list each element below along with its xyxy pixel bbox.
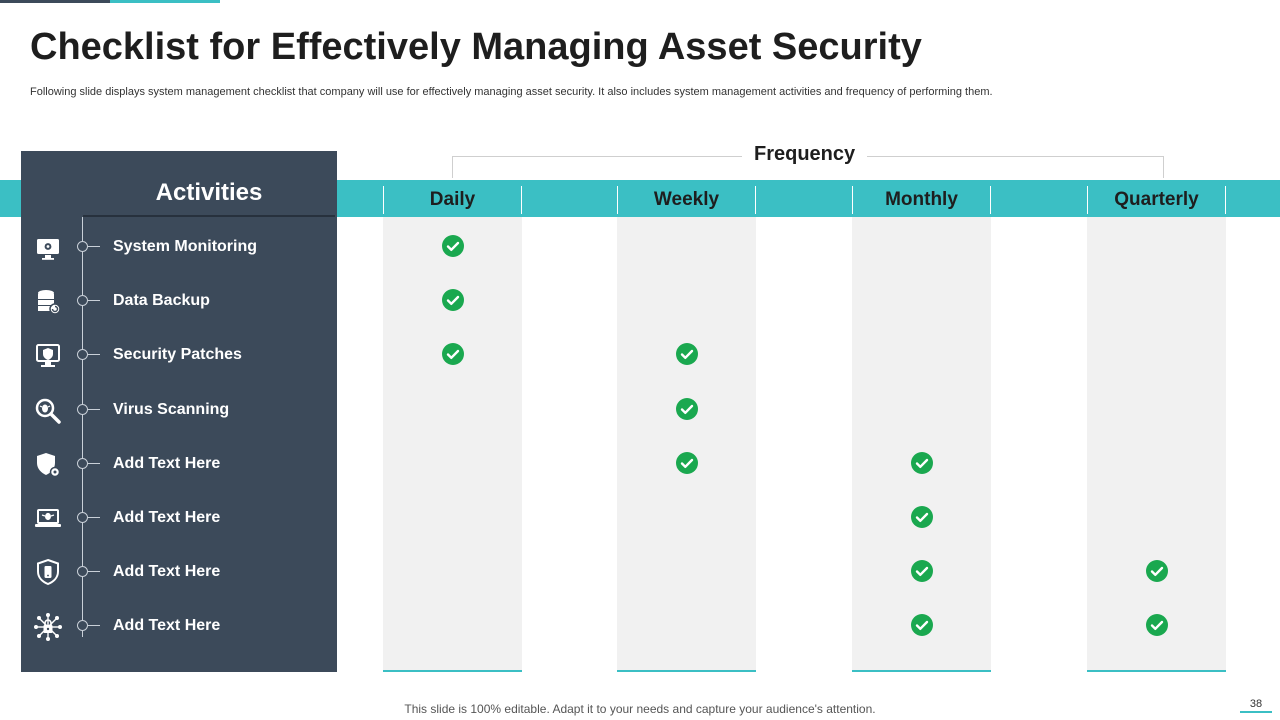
timeline-node [77, 404, 88, 415]
activity-row [21, 606, 337, 646]
column-quarterly [1087, 217, 1226, 672]
timeline-connector [88, 463, 100, 464]
activity-row [21, 281, 337, 321]
activities-underline [83, 215, 335, 217]
frequency-label: Frequency [742, 143, 867, 166]
computer-shield-icon [33, 341, 63, 371]
timeline-node [77, 512, 88, 523]
activities-panel [21, 151, 337, 672]
check-icon [1146, 614, 1168, 636]
timeline-connector [88, 517, 100, 518]
phone-shield-icon [33, 558, 63, 588]
top-accent-bar-teal [110, 0, 220, 3]
activity-label: Virus Scanning [113, 400, 230, 418]
check-icon [442, 289, 464, 311]
activity-row [21, 498, 337, 538]
column-header-weekly: Weekly [617, 186, 756, 214]
top-accent-bar-dark [0, 0, 110, 3]
timeline-node [77, 566, 88, 577]
activities-heading: Activities [155, 179, 263, 206]
activity-label: Add Text Here [113, 509, 221, 526]
timeline-connector [88, 300, 100, 301]
check-icon [1146, 560, 1168, 582]
check-icon [676, 343, 698, 365]
slide-subtitle: Following slide displays system management checklist that company will use for effectively managing asset security. It also includes system management activities and frequency of performing them. [30, 86, 993, 98]
check-icon [911, 614, 933, 636]
timeline-node [77, 458, 88, 469]
activity-label: Data Backup [113, 292, 210, 310]
column-header-monthly: Monthly [852, 186, 991, 214]
activity-label: Security Patches [113, 346, 242, 364]
check-icon [442, 235, 464, 257]
activity-label: Add Text Here [113, 454, 221, 472]
network-lock-icon [33, 612, 63, 642]
column-header-daily: Daily [383, 186, 522, 214]
slide-title: Checklist for Effectively Managing Asset Security [30, 26, 922, 68]
activity-label: Add Text Here [113, 563, 221, 581]
activity-label: System Monitoring [113, 238, 258, 255]
check-icon [911, 452, 933, 474]
activity-row [21, 227, 337, 267]
check-icon [911, 560, 933, 582]
activity-row [21, 552, 337, 592]
footer-note: This slide is 100% editable. Adapt it to your needs and capture your audience's attention. [404, 702, 876, 716]
page-number-underline [1240, 711, 1272, 713]
activity-row [21, 390, 337, 430]
magnifier-bug-icon [33, 396, 63, 426]
activity-row [21, 335, 337, 375]
timeline-node [77, 620, 88, 631]
check-icon [676, 452, 698, 474]
laptop-bug-icon [33, 504, 63, 534]
timeline-connector [88, 354, 100, 355]
activity-row [21, 444, 337, 484]
activity-label: Add Text Here [113, 617, 221, 635]
timeline-node [77, 295, 88, 306]
shield-gear-icon [33, 450, 63, 480]
timeline-connector [88, 246, 100, 247]
column-weekly [617, 217, 756, 672]
column-monthly [852, 217, 991, 672]
check-icon [442, 343, 464, 365]
timeline-node [77, 241, 88, 252]
timeline-connector [88, 571, 100, 572]
database-backup-icon [33, 287, 63, 317]
check-icon [676, 398, 698, 420]
timeline-connector [88, 409, 100, 410]
column-header-quarterly: Quarterly [1087, 186, 1226, 214]
monitor-gear-icon [33, 233, 63, 263]
column-daily [383, 217, 522, 672]
check-icon [911, 506, 933, 528]
timeline-connector [88, 625, 100, 626]
timeline-node [77, 349, 88, 360]
page-number: 38 [1249, 698, 1263, 710]
